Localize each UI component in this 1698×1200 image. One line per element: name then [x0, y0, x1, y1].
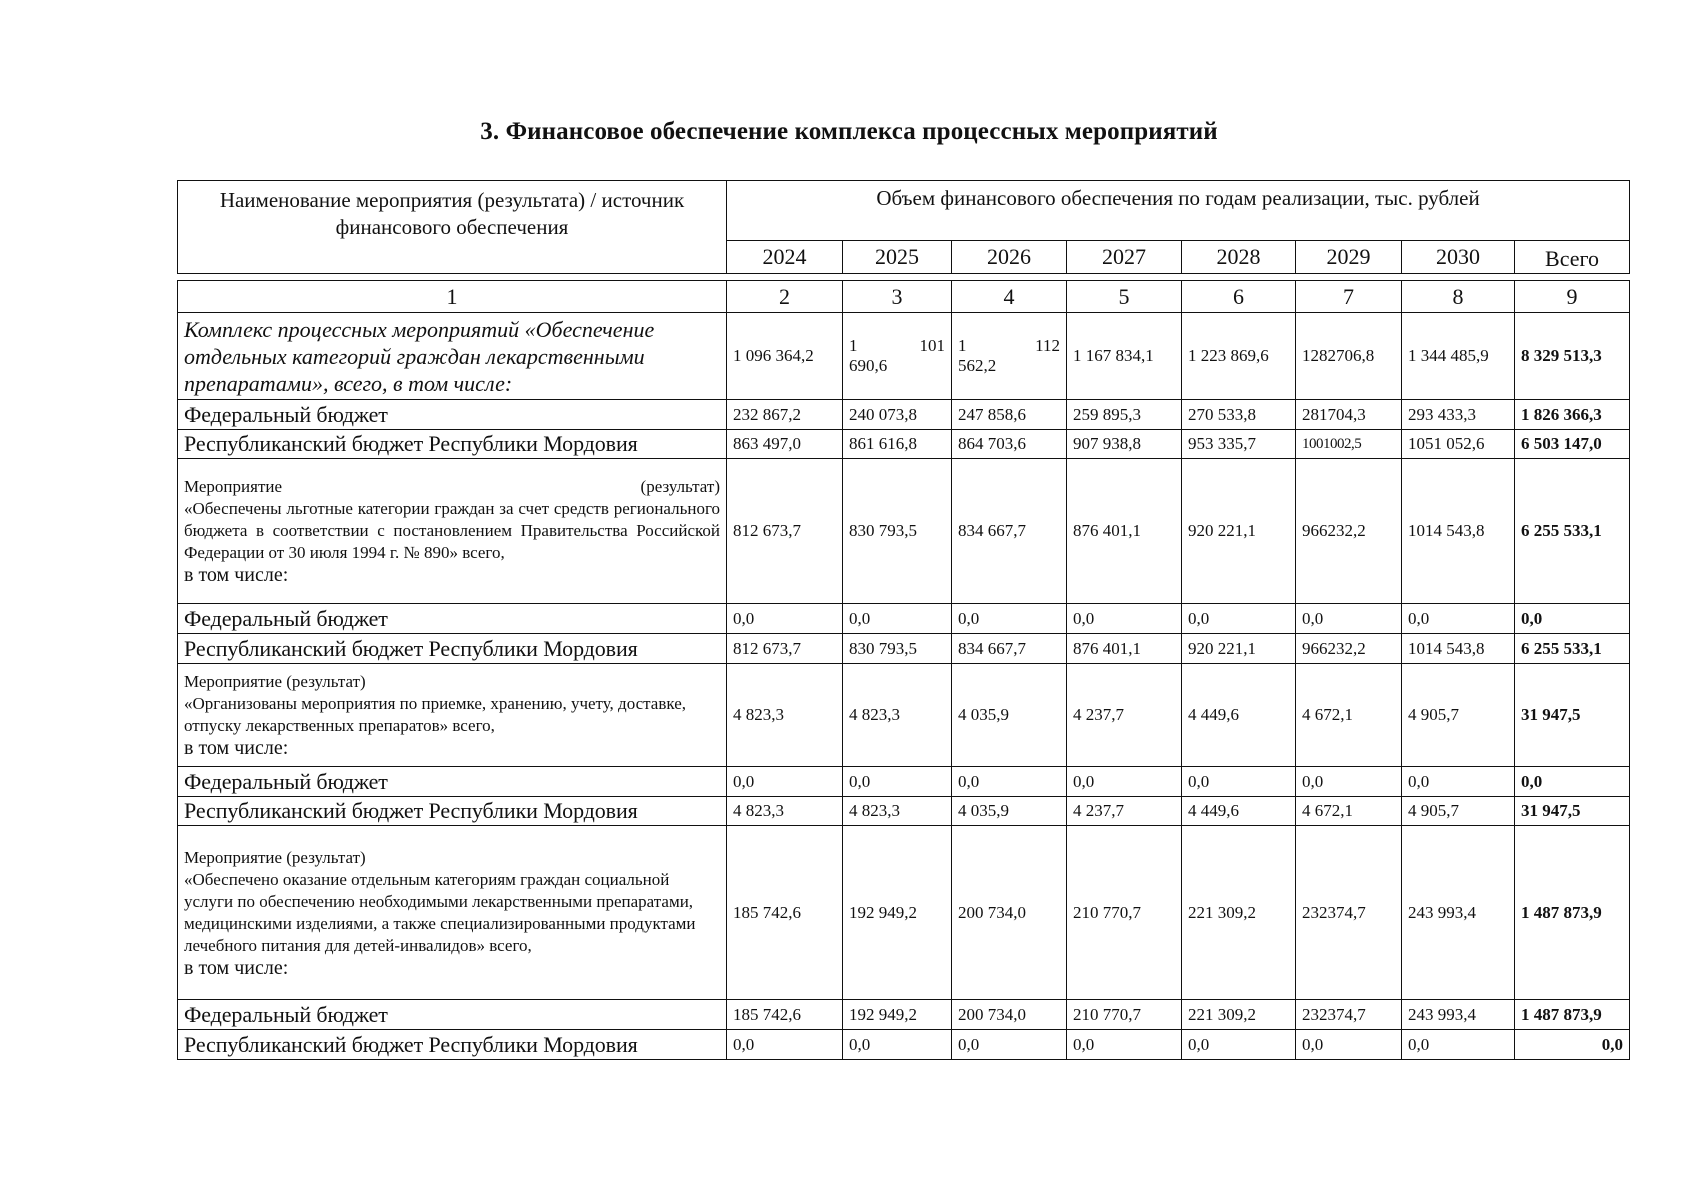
column-number: 3 — [843, 281, 952, 313]
value-cell: 1001002,5 — [1296, 430, 1402, 459]
value-cell: 243 993,4 — [1402, 1000, 1515, 1030]
value-cell: 232374,7 — [1296, 1000, 1402, 1030]
value-cell: 1282706,8 — [1296, 313, 1402, 400]
value-cell: 4 237,7 — [1067, 797, 1182, 826]
row-name: Федеральный бюджет — [178, 767, 727, 797]
total-cell: 6 255 533,1 — [1515, 634, 1630, 664]
table-row — [178, 1000, 1630, 1030]
column-number: 2 — [727, 281, 843, 313]
total-cell: 1 487 873,9 — [1515, 826, 1630, 1000]
value-cell: 0,0 — [952, 604, 1067, 634]
value-cell: 1 167 834,1 — [1067, 313, 1182, 400]
row-name — [178, 664, 727, 767]
header-total: Всего — [1515, 241, 1630, 274]
measure-tail: в том числе: — [184, 956, 289, 979]
value-cell: 0,0 — [1296, 767, 1402, 797]
value-cell: 0,0 — [1182, 604, 1296, 634]
value-cell: 920 221,1 — [1182, 634, 1296, 664]
measure-description: «Обеспечены льготные категории граждан за счет средств регионального бюджета в соответствии с постановлением Правительства Российской Федерации от 30 июля 1994 г. № 890» всего, — [184, 499, 720, 562]
value-cell: 1 223 869,6 — [1182, 313, 1296, 400]
value-cell: 0,0 — [1067, 604, 1182, 634]
value-cell: 221 309,2 — [1182, 1000, 1296, 1030]
header-year-2025: 2025 — [843, 241, 952, 274]
measure-description: «Организованы мероприятия по приемке, хранению, учету, доставке, отпуску лекарственных препаратов» всего, — [184, 694, 687, 735]
value-cell: 185 742,6 — [727, 826, 843, 1000]
total-cell: 6 255 533,1 — [1515, 459, 1630, 604]
value-cell: 0,0 — [843, 604, 952, 634]
table-row — [178, 459, 1630, 604]
value-cell: 0,0 — [952, 767, 1067, 797]
row-name: Федеральный бюджет — [178, 604, 727, 634]
table-row — [178, 313, 1630, 400]
value-cell: 876 401,1 — [1067, 634, 1182, 664]
value-cell: 4 672,1 — [1296, 797, 1402, 826]
value-cell: 0,0 — [952, 1030, 1067, 1060]
value-cell: 876 401,1 — [1067, 459, 1182, 604]
value-cell: 830 793,5 — [843, 634, 952, 664]
value-cell: 4 035,9 — [952, 664, 1067, 767]
page-title: 3. Финансовое обеспечение комплекса процессных мероприятий — [480, 118, 1218, 145]
table-row — [178, 767, 1630, 797]
measure-label: Мероприятие — [184, 477, 283, 496]
value-part: 112 — [1035, 336, 1060, 355]
value-part: 1 — [958, 336, 967, 355]
value-cell: 259 895,3 — [1067, 400, 1182, 430]
value-cell: 4 035,9 — [952, 797, 1067, 826]
measure-label: (результат) — [640, 477, 720, 496]
measure-tail: в том числе: — [184, 564, 289, 586]
table-row — [178, 400, 1630, 430]
value-cell: 4 449,6 — [1182, 664, 1296, 767]
value-cell: 0,0 — [1402, 1030, 1515, 1060]
value-cell: 221 309,2 — [1182, 826, 1296, 1000]
value-cell: 210 770,7 — [1067, 826, 1182, 1000]
finance-table — [177, 280, 1630, 1060]
value-cell: 200 734,0 — [952, 826, 1067, 1000]
row-name: Республиканский бюджет Республики Мордовия — [178, 797, 727, 826]
value-cell: 0,0 — [727, 604, 843, 634]
table-row — [178, 1030, 1630, 1060]
value-cell: 0,0 — [843, 1030, 952, 1060]
value-cell: 240 073,8 — [843, 400, 952, 430]
value-cell: 0,0 — [1182, 767, 1296, 797]
header-volume-column: Объем финансового обеспечения по годам реализации, тыс. рублей — [727, 181, 1630, 241]
table-header — [177, 180, 1630, 274]
value-cell: 293 433,3 — [1402, 400, 1515, 430]
value-cell: 4 237,7 — [1067, 664, 1182, 767]
value-cell: 920 221,1 — [1182, 459, 1296, 604]
total-cell: 1 826 366,3 — [1515, 400, 1630, 430]
value-cell — [843, 313, 952, 400]
value-cell: 0,0 — [843, 767, 952, 797]
value-cell: 232374,7 — [1296, 826, 1402, 1000]
value-cell: 0,0 — [1296, 604, 1402, 634]
total-cell: 6 503 147,0 — [1515, 430, 1630, 459]
column-number: 7 — [1296, 281, 1402, 313]
header-year-2030: 2030 — [1402, 241, 1515, 274]
value-cell: 270 533,8 — [1182, 400, 1296, 430]
column-number: 8 — [1402, 281, 1515, 313]
value-cell: 863 497,0 — [727, 430, 843, 459]
header-year-2026: 2026 — [952, 241, 1067, 274]
row-name: Федеральный бюджет — [178, 1000, 727, 1030]
value-cell: 1 344 485,9 — [1402, 313, 1515, 400]
total-cell: 0,0 — [1515, 767, 1630, 797]
row-name: Федеральный бюджет — [178, 400, 727, 430]
table-row — [178, 634, 1630, 664]
value-cell: 0,0 — [727, 767, 843, 797]
header-name-column: Наименование мероприятия (результата) / источник финансового обеспечения — [178, 181, 727, 274]
value-cell: 200 734,0 — [952, 1000, 1067, 1030]
value-cell: 966232,2 — [1296, 634, 1402, 664]
total-cell: 31 947,5 — [1515, 797, 1630, 826]
value-cell: 4 823,3 — [727, 797, 843, 826]
total-cell: 31 947,5 — [1515, 664, 1630, 767]
value-part: 690,6 — [849, 356, 888, 375]
header-year-2027: 2027 — [1067, 241, 1182, 274]
table-row — [178, 826, 1630, 1000]
header-year-2024: 2024 — [727, 241, 843, 274]
value-cell: 0,0 — [1067, 1030, 1182, 1060]
value-cell: 4 672,1 — [1296, 664, 1402, 767]
value-cell: 243 993,4 — [1402, 826, 1515, 1000]
value-cell: 1051 052,6 — [1402, 430, 1515, 459]
column-number: 1 — [178, 281, 727, 313]
value-cell: 834 667,7 — [952, 634, 1067, 664]
value-cell: 4 449,6 — [1182, 797, 1296, 826]
total-cell: 8 329 513,3 — [1515, 313, 1630, 400]
value-cell: 232 867,2 — [727, 400, 843, 430]
value-cell: 210 770,7 — [1067, 1000, 1182, 1030]
value-cell: 830 793,5 — [843, 459, 952, 604]
value-cell: 953 335,7 — [1182, 430, 1296, 459]
value-cell: 0,0 — [1067, 767, 1182, 797]
value-cell: 4 905,7 — [1402, 797, 1515, 826]
value-cell: 0,0 — [727, 1030, 843, 1060]
value-cell: 4 823,3 — [843, 664, 952, 767]
value-cell: 247 858,6 — [952, 400, 1067, 430]
value-cell: 4 823,3 — [843, 797, 952, 826]
column-number: 5 — [1067, 281, 1182, 313]
value-cell: 185 742,6 — [727, 1000, 843, 1030]
row-name: Республиканский бюджет Республики Мордовия — [178, 430, 727, 459]
measure-label: Мероприятие (результат) — [184, 847, 366, 867]
column-number: 6 — [1182, 281, 1296, 313]
total-cell: 1 487 873,9 — [1515, 1000, 1630, 1030]
value-cell: 192 949,2 — [843, 826, 952, 1000]
table-row — [178, 430, 1630, 459]
value-cell — [952, 313, 1067, 400]
value-part: 1 — [849, 336, 858, 355]
total-cell: 0,0 — [1515, 604, 1630, 634]
row-name: Комплекс процессных мероприятий «Обеспечение отдельных категорий граждан лекарственными препаратами», всего, в том числе: — [178, 313, 727, 400]
table-row — [178, 604, 1630, 634]
row-name — [178, 459, 727, 604]
value-part: 101 — [919, 336, 945, 355]
column-number: 9 — [1515, 281, 1630, 313]
value-cell: 834 667,7 — [952, 459, 1067, 604]
measure-description: «Обеспечено оказание отдельным категориям граждан социальной услуги по обеспечению необходимыми лекарственными препаратами, медицинскими изделиями, а также специализированными продуктами лечебного питания для детей-инвалидов» всего, — [184, 869, 696, 955]
value-cell: 4 905,7 — [1402, 664, 1515, 767]
value-cell: 1014 543,8 — [1402, 634, 1515, 664]
row-name: Республиканский бюджет Республики Мордовия — [178, 1030, 727, 1060]
value-cell: 0,0 — [1296, 1030, 1402, 1060]
measure-label: Мероприятие (результат) — [184, 672, 366, 691]
column-number: 4 — [952, 281, 1067, 313]
value-cell: 4 823,3 — [727, 664, 843, 767]
table-row — [178, 664, 1630, 767]
value-cell: 966232,2 — [1296, 459, 1402, 604]
value-cell: 812 673,7 — [727, 459, 843, 604]
table-row — [178, 797, 1630, 826]
value-cell: 907 938,8 — [1067, 430, 1182, 459]
total-cell: 0,0 — [1515, 1030, 1630, 1060]
value-cell: 864 703,6 — [952, 430, 1067, 459]
measure-tail: в том числе: — [184, 737, 289, 759]
value-cell: 0,0 — [1402, 767, 1515, 797]
value-part: 562,2 — [958, 356, 997, 375]
header-year-2029: 2029 — [1296, 241, 1402, 274]
value-cell: 192 949,2 — [843, 1000, 952, 1030]
value-cell: 0,0 — [1182, 1030, 1296, 1060]
value-cell: 1014 543,8 — [1402, 459, 1515, 604]
value-cell: 1 096 364,2 — [727, 313, 843, 400]
value-cell: 0,0 — [1402, 604, 1515, 634]
value-cell: 861 616,8 — [843, 430, 952, 459]
row-name — [178, 826, 727, 1000]
header-year-2028: 2028 — [1182, 241, 1296, 274]
column-number-row — [178, 281, 1630, 313]
row-name: Республиканский бюджет Республики Мордовия — [178, 634, 727, 664]
value-cell: 281704,3 — [1296, 400, 1402, 430]
value-cell: 812 673,7 — [727, 634, 843, 664]
